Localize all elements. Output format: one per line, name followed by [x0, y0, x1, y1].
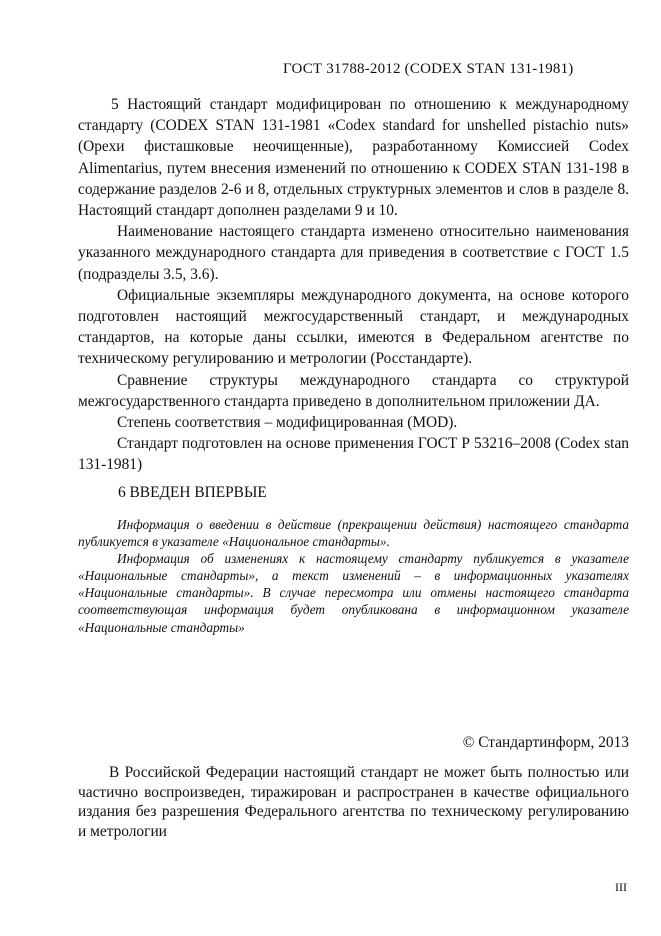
info-paragraph-introduction: Информация о введении в действие (прекращении действия) настоящего стандарта публикуется в указателе «Национальное стандарты». — [78, 517, 629, 550]
paragraph-prepared-basis: Стандарт подготовлен на основе применения ГОСТ Р 53216–2008 (Codex stan 131-1981) — [78, 435, 629, 474]
page-number: III — [615, 880, 627, 894]
paragraph-title-change: Наименование настоящего стандарта изменено относительно наименования указанного международного стандарта для приведения в соответствие с ГОСТ 1.5 (подразделы 3.5, 3.6). — [78, 223, 629, 283]
item-6-heading: 6 ВВЕДЕН ВПЕРВЫЕ — [118, 484, 267, 501]
info-paragraph-changes: Информация об изменениях к настоящему стандарту публикуется в указателе «Национальные стандарты», а текст изменений – в информационных указателях «Национальные стандарты». В случае пересмотра или отмены настоящего стандарта соответствующая информация будет опубликована в информационном указателе «Национальные стандарты» — [78, 551, 629, 635]
paragraph-conformity-degree: Степень соответствия – модифицированная (MOD). — [117, 414, 458, 432]
rights-notice: В Российской Федерации настоящий стандарт не может быть полностью или частично воспроизведен, тиражирован и распространен в качестве официального издания без разрешения Федерального агентства по техническому регулированию и метрологии — [78, 764, 629, 840]
paragraph-modification-note: 5 Настоящий стандарт модифицирован по отношению к международному стандарту (CODEX STAN 131-1981 «Codex standard for unshelled pistachio nuts» (Орехи фисташковые неочищенные), разработанному Комиссией Codex Alimentarius, путем внесения изменений по отношению к CODEX STAN 131-198 в содержание разделов 2-6 и 8, отдельных структурных элементов и слов в разделе 8. Настоящий стандарт дополнен разделами 9 и 10. — [78, 96, 629, 220]
rights-notice-block — [78, 763, 629, 841]
item-5-block — [78, 94, 629, 476]
running-header: ГОСТ 31788-2012 (CODEX STAN 131-1981) — [283, 61, 574, 77]
paragraph-official-copies: Официальные экземпляры международного документа, на основе которого подготовлен настоящий межгосударственный стандарт, и международных стандартов, на которые даны ссылки, имеются в Федеральном агентстве по техническому регулированию и метрологии (Росстандарте). — [78, 286, 629, 368]
paragraph-structure-comparison: Сравнение структуры международного стандарта со структурой межгосударственного стандарта приведено в дополнительном приложении ДА. — [78, 371, 629, 410]
info-block — [78, 516, 629, 636]
copyright-line: © Стандартинформ, 2013 — [462, 734, 629, 751]
